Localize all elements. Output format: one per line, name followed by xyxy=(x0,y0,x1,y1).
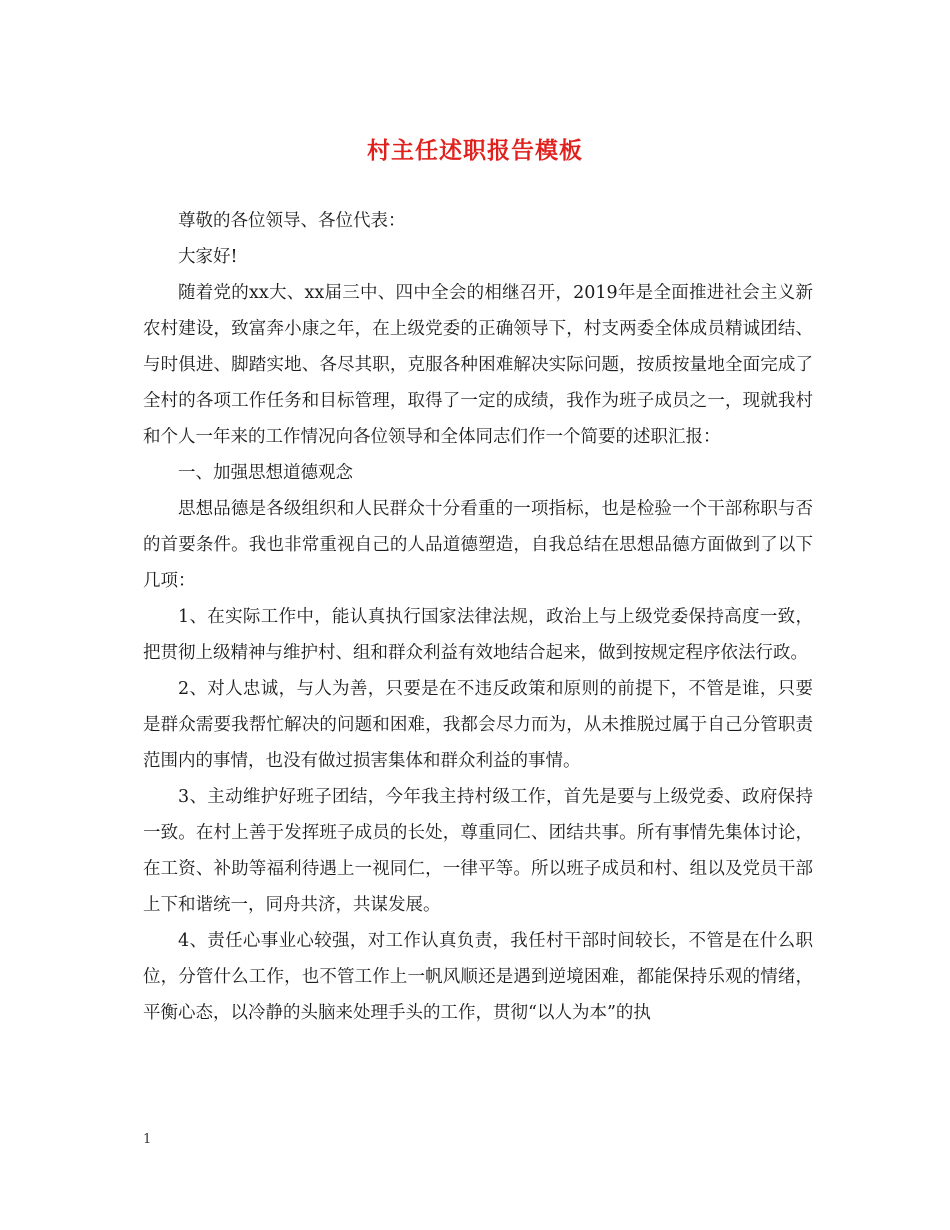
intro-paragraph: 随着党的xx大、xx届三中、四中全会的相继召开，2019年是全面推进社会主义新农村建设，致富奔小康之年，在上级党委的正确领导下，村支两委全体成员精诚团结、与时俱进、脚踏实地、各尽其职，克服各种困难解决实际问题，按质按量地全面完成了全村的各项工作任务和目标管理，取得了一定的成绩，我作为班子成员之一，现就我村和个人一年来的工作情况向各位领导和全体同志们作一个简要的述职汇报： xyxy=(143,283,813,447)
document-body xyxy=(143,203,813,1031)
list-item-2: 2、对人忠诚，与人为善，只要是在不违反政策和原则的前提下，不管是谁，只要是群众需要我帮忙解决的问题和困难，我都会尽力而为，从未推脱过属于自己分管职责范围内的事情，也没有做过损害集体和群众利益的事情。 xyxy=(143,679,813,771)
list-item-4: 4、责任心事业心较强，对工作认真负责，我任村干部时间较长，不管是在什么职位，分管什么工作，也不管工作上一帆风顺还是遇到逆境困难，都能保持乐观的情绪，平衡心态，以冷静的头脑来处理手头的工作，贯彻“以人为本”的执 xyxy=(143,931,813,1023)
salutation: 尊敬的各位领导、各位代表： xyxy=(178,211,406,231)
document-title: 村主任述职报告模板 xyxy=(367,138,583,164)
body-paragraph: 思想品德是各级组织和人民群众十分看重的一项指标，也是检验一个干部称职与否的首要条件。我也非常重视自己的人品道德塑造，自我总结在思想品德方面做到了以下几项： xyxy=(143,499,813,591)
section-heading: 一、加强思想道德观念 xyxy=(178,463,353,483)
list-item-1: 1、在实际工作中，能认真执行国家法律法规，政治上与上级党委保持高度一致，把贯彻上级精神与维护村、组和群众利益有效地结合起来，做到按规定程序依法行政。 xyxy=(143,607,813,663)
list-item-3: 3、主动维护好班子团结，今年我主持村级工作，首先是要与上级党委、政府保持一致。在村上善于发挥班子成员的长处，尊重同仁、团结共事。所有事情先集体讨论，在工资、补助等福利待遇上一视同仁，一律平等。所以班子成员和村、组以及党员干部上下和谐统一，同舟共济，共谋发展。 xyxy=(143,787,813,915)
page-number: 1 xyxy=(143,1132,152,1147)
greeting: 大家好! xyxy=(178,247,238,267)
